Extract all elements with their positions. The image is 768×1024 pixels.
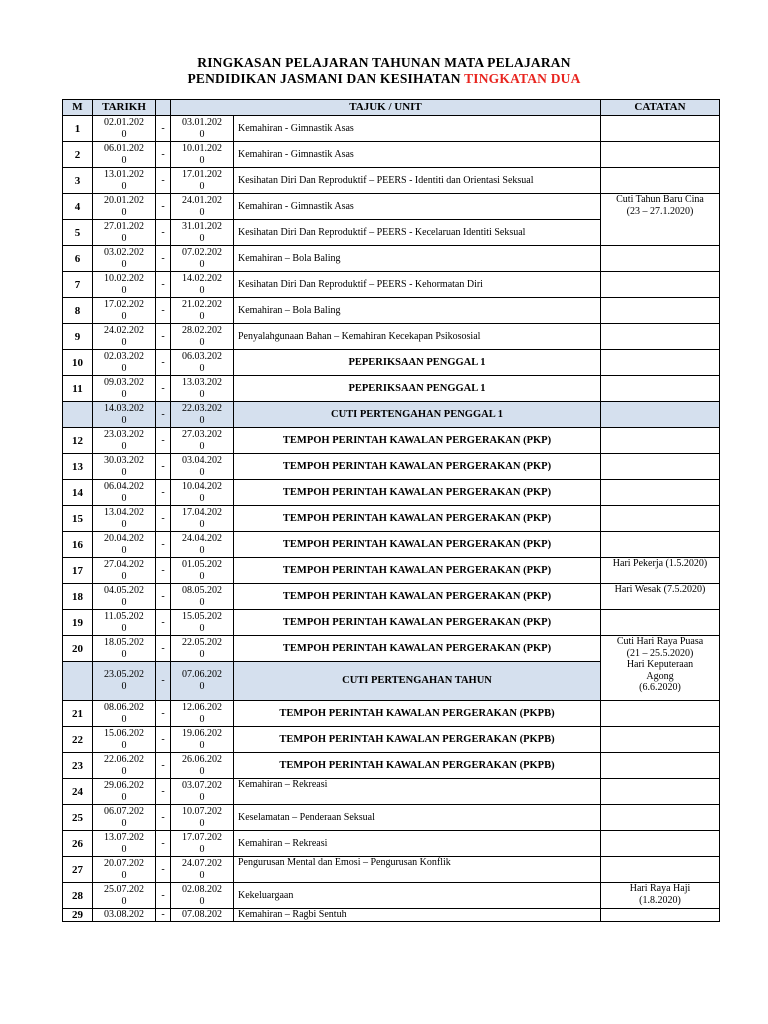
start-date: 06.07.202 0 (93, 805, 156, 831)
header-notes: CATATAN (601, 100, 720, 116)
title-subject: PENDIDIKAN JASMANI DAN KESIHATAN (187, 71, 465, 86)
table-row (63, 532, 720, 558)
topic-unit: Kemahiran - Gimnastik Asas (234, 142, 601, 168)
notes-cell (601, 402, 720, 428)
start-date: 20.07.202 0 (93, 857, 156, 883)
date-separator: - (156, 402, 171, 428)
week-number: 16 (63, 532, 93, 558)
table-row (63, 636, 720, 662)
start-date: 23.05.202 0 (93, 662, 156, 701)
date-separator: - (156, 376, 171, 402)
table-row (63, 116, 720, 142)
date-separator: - (156, 558, 171, 584)
start-date: 22.06.202 0 (93, 753, 156, 779)
week-number: 26 (63, 831, 93, 857)
notes-cell (601, 272, 720, 298)
week-number: 13 (63, 454, 93, 480)
end-date: 03.04.202 0 (171, 454, 234, 480)
date-separator: - (156, 194, 171, 220)
notes-cell (601, 324, 720, 350)
table-row (63, 727, 720, 753)
date-separator: - (156, 662, 171, 701)
notes-cell (601, 779, 720, 805)
end-date: 10.01.202 0 (171, 142, 234, 168)
topic-unit: TEMPOH PERINTAH KAWALAN PERGERAKAN (PKPB) (234, 753, 601, 779)
table-row (63, 558, 720, 584)
date-separator: - (156, 701, 171, 727)
week-number: 8 (63, 298, 93, 324)
date-separator: - (156, 116, 171, 142)
week-number: 28 (63, 883, 93, 909)
topic-unit: TEMPOH PERINTAH KAWALAN PERGERAKAN (PKPB) (234, 727, 601, 753)
date-separator: - (156, 506, 171, 532)
date-separator: - (156, 909, 171, 922)
start-date: 02.03.202 0 (93, 350, 156, 376)
table-body (63, 116, 720, 922)
start-date: 06.01.202 0 (93, 142, 156, 168)
notes-cell: Cuti Hari Raya Puasa (21 – 25.5.2020) Hari Keputeraan Agong (6.6.2020) (601, 636, 720, 701)
date-separator: - (156, 805, 171, 831)
notes-cell: Hari Wesak (7.5.2020) (601, 584, 720, 610)
topic-unit: TEMPOH PERINTAH KAWALAN PERGERAKAN (PKP) (234, 428, 601, 454)
table-row (63, 246, 720, 272)
notes-cell: Cuti Tahun Baru Cina (23 – 27.1.2020) (601, 194, 720, 246)
table-row (63, 402, 720, 428)
end-date: 17.01.202 0 (171, 168, 234, 194)
week-number: 17 (63, 558, 93, 584)
date-separator: - (156, 428, 171, 454)
end-date: 03.01.202 0 (171, 116, 234, 142)
start-date: 03.02.202 0 (93, 246, 156, 272)
notes-cell: Hari Pekerja (1.5.2020) (601, 558, 720, 584)
end-date: 01.05.202 0 (171, 558, 234, 584)
topic-unit: TEMPOH PERINTAH KAWALAN PERGERAKAN (PKP) (234, 558, 601, 584)
week-number: 10 (63, 350, 93, 376)
table-row (63, 909, 720, 922)
start-date: 30.03.202 0 (93, 454, 156, 480)
week-number (63, 402, 93, 428)
end-date: 31.01.202 0 (171, 220, 234, 246)
notes-cell (601, 428, 720, 454)
end-date: 03.07.202 0 (171, 779, 234, 805)
topic-unit: TEMPOH PERINTAH KAWALAN PERGERAKAN (PKP) (234, 506, 601, 532)
topic-unit: TEMPOH PERINTAH KAWALAN PERGERAKAN (PKP) (234, 584, 601, 610)
notes-cell (601, 753, 720, 779)
table-row (63, 883, 720, 909)
notes-cell (601, 805, 720, 831)
notes-cell (601, 376, 720, 402)
table-row (63, 454, 720, 480)
date-separator: - (156, 298, 171, 324)
week-number: 14 (63, 480, 93, 506)
date-separator: - (156, 168, 171, 194)
topic-unit: CUTI PERTENGAHAN TAHUN (234, 662, 601, 701)
start-date: 24.02.202 0 (93, 324, 156, 350)
start-date: 06.04.202 0 (93, 480, 156, 506)
table-row (63, 428, 720, 454)
table-row (63, 168, 720, 194)
topic-unit: CUTI PERTENGAHAN PENGGAL 1 (234, 402, 601, 428)
yearly-plan-table (62, 99, 720, 922)
table-row (63, 194, 720, 220)
topic-unit: TEMPOH PERINTAH KAWALAN PERGERAKAN (PKP) (234, 532, 601, 558)
date-separator: - (156, 324, 171, 350)
table-header-row (63, 100, 720, 116)
header-week: M (63, 100, 93, 116)
date-separator: - (156, 831, 171, 857)
table-row (63, 610, 720, 636)
notes-cell (601, 532, 720, 558)
week-number: 27 (63, 857, 93, 883)
table-row (63, 701, 720, 727)
date-separator: - (156, 779, 171, 805)
start-date: 23.03.202 0 (93, 428, 156, 454)
start-date: 13.07.202 0 (93, 831, 156, 857)
header-blank (156, 100, 171, 116)
end-date: 14.02.202 0 (171, 272, 234, 298)
week-number: 20 (63, 636, 93, 662)
start-date: 20.01.202 0 (93, 194, 156, 220)
notes-cell (601, 454, 720, 480)
week-number: 21 (63, 701, 93, 727)
end-date: 24.04.202 0 (171, 532, 234, 558)
table-row (63, 805, 720, 831)
notes-cell (601, 116, 720, 142)
date-separator: - (156, 636, 171, 662)
end-date: 26.06.202 0 (171, 753, 234, 779)
start-date: 25.07.202 0 (93, 883, 156, 909)
notes-cell (601, 857, 720, 883)
week-number: 29 (63, 909, 93, 922)
end-date: 22.05.202 0 (171, 636, 234, 662)
week-number: 6 (63, 246, 93, 272)
end-date: 15.05.202 0 (171, 610, 234, 636)
start-date: 14.03.202 0 (93, 402, 156, 428)
topic-unit: TEMPOH PERINTAH KAWALAN PERGERAKAN (PKP) (234, 454, 601, 480)
table-row (63, 831, 720, 857)
start-date: 13.01.202 0 (93, 168, 156, 194)
topic-unit: Kemahiran – Rekreasi (234, 779, 601, 805)
start-date: 18.05.202 0 (93, 636, 156, 662)
table-row (63, 376, 720, 402)
start-date: 15.06.202 0 (93, 727, 156, 753)
date-separator: - (156, 610, 171, 636)
end-date: 28.02.202 0 (171, 324, 234, 350)
document-title-line2 (0, 71, 768, 87)
topic-unit: Kekeluargaan (234, 883, 601, 909)
topic-unit: Keselamatan – Penderaan Seksual (234, 805, 601, 831)
header-date: TARIKH (93, 100, 156, 116)
week-number: 4 (63, 194, 93, 220)
date-separator: - (156, 220, 171, 246)
notes-cell: Hari Raya Haji (1.8.2020) (601, 883, 720, 909)
start-date: 27.04.202 0 (93, 558, 156, 584)
notes-cell (601, 350, 720, 376)
week-number: 1 (63, 116, 93, 142)
end-date: 07.06.202 0 (171, 662, 234, 701)
start-date: 13.04.202 0 (93, 506, 156, 532)
topic-unit: TEMPOH PERINTAH KAWALAN PERGERAKAN (PKP) (234, 480, 601, 506)
date-separator: - (156, 883, 171, 909)
date-separator: - (156, 246, 171, 272)
table-row (63, 298, 720, 324)
topic-unit: Kemahiran – Bola Baling (234, 298, 601, 324)
notes-cell (601, 168, 720, 194)
notes-cell (601, 909, 720, 922)
table-row (63, 142, 720, 168)
start-date: 11.05.202 0 (93, 610, 156, 636)
date-separator: - (156, 727, 171, 753)
week-number: 9 (63, 324, 93, 350)
topic-unit: PEPERIKSAAN PENGGAL 1 (234, 350, 601, 376)
date-separator: - (156, 480, 171, 506)
table-row (63, 272, 720, 298)
start-date: 29.06.202 0 (93, 779, 156, 805)
notes-cell (601, 701, 720, 727)
start-date: 08.06.202 0 (93, 701, 156, 727)
week-number: 11 (63, 376, 93, 402)
date-separator: - (156, 454, 171, 480)
week-number: 25 (63, 805, 93, 831)
week-number: 22 (63, 727, 93, 753)
start-date: 10.02.202 0 (93, 272, 156, 298)
end-date: 13.03.202 0 (171, 376, 234, 402)
topic-unit: Pengurusan Mental dan Emosi – Pengurusan Konflik (234, 857, 601, 883)
notes-cell (601, 246, 720, 272)
topic-unit: PEPERIKSAAN PENGGAL 1 (234, 376, 601, 402)
notes-cell (601, 480, 720, 506)
topic-unit: Kemahiran – Ragbi Sentuh (234, 909, 601, 922)
week-number (63, 662, 93, 701)
end-date: 27.03.202 0 (171, 428, 234, 454)
topic-unit: Kemahiran – Bola Baling (234, 246, 601, 272)
notes-cell (601, 142, 720, 168)
start-date: 27.01.202 0 (93, 220, 156, 246)
week-number: 2 (63, 142, 93, 168)
header-topic: TAJUK / UNIT (171, 100, 601, 116)
start-date: 04.05.202 0 (93, 584, 156, 610)
table-row (63, 753, 720, 779)
topic-unit: TEMPOH PERINTAH KAWALAN PERGERAKAN (PKPB) (234, 701, 601, 727)
end-date: 19.06.202 0 (171, 727, 234, 753)
topic-unit: TEMPOH PERINTAH KAWALAN PERGERAKAN (PKP) (234, 636, 601, 662)
end-date: 08.05.202 0 (171, 584, 234, 610)
week-number: 5 (63, 220, 93, 246)
topic-unit: TEMPOH PERINTAH KAWALAN PERGERAKAN (PKP) (234, 610, 601, 636)
date-separator: - (156, 584, 171, 610)
topic-unit: Penyalahgunaan Bahan – Kemahiran Kecekapan Psikososial (234, 324, 601, 350)
date-separator: - (156, 350, 171, 376)
end-date: 24.07.202 0 (171, 857, 234, 883)
start-date: 17.02.202 0 (93, 298, 156, 324)
table-row (63, 480, 720, 506)
notes-cell (601, 298, 720, 324)
date-separator: - (156, 532, 171, 558)
document-title-line1: RINGKASAN PELAJARAN TAHUNAN MATA PELAJARAN (197, 55, 571, 70)
table-row (63, 324, 720, 350)
end-date: 10.04.202 0 (171, 480, 234, 506)
week-number: 3 (63, 168, 93, 194)
start-date: 09.03.202 0 (93, 376, 156, 402)
end-date: 12.06.202 0 (171, 701, 234, 727)
end-date: 17.07.202 0 (171, 831, 234, 857)
start-date: 02.01.202 0 (93, 116, 156, 142)
topic-unit: Kesihatan Diri Dan Reproduktif – PEERS - Kehormatan Diri (234, 272, 601, 298)
end-date: 21.02.202 0 (171, 298, 234, 324)
end-date: 22.03.202 0 (171, 402, 234, 428)
date-separator: - (156, 272, 171, 298)
end-date: 02.08.202 0 (171, 883, 234, 909)
date-separator: - (156, 753, 171, 779)
week-number: 23 (63, 753, 93, 779)
end-date: 24.01.202 0 (171, 194, 234, 220)
topic-unit: Kemahiran - Gimnastik Asas (234, 116, 601, 142)
end-date: 07.02.202 0 (171, 246, 234, 272)
week-number: 15 (63, 506, 93, 532)
week-number: 7 (63, 272, 93, 298)
date-separator: - (156, 857, 171, 883)
end-date: 17.04.202 0 (171, 506, 234, 532)
topic-unit: Kemahiran - Gimnastik Asas (234, 194, 601, 220)
title-form-level: TINGKATAN DUA (464, 71, 581, 86)
table-row (63, 350, 720, 376)
date-separator: - (156, 142, 171, 168)
end-date: 06.03.202 0 (171, 350, 234, 376)
table-row (63, 584, 720, 610)
end-date: 10.07.202 0 (171, 805, 234, 831)
week-number: 19 (63, 610, 93, 636)
topic-unit: Kesihatan Diri Dan Reproduktif – PEERS - Kecelaruan Identiti Seksual (234, 220, 601, 246)
start-date: 20.04.202 0 (93, 532, 156, 558)
notes-cell (601, 506, 720, 532)
table-row (63, 857, 720, 883)
notes-cell (601, 727, 720, 753)
topic-unit: Kesihatan Diri Dan Reproduktif – PEERS - Identiti dan Orientasi Seksual (234, 168, 601, 194)
end-date: 07.08.202 (171, 909, 234, 922)
week-number: 12 (63, 428, 93, 454)
week-number: 18 (63, 584, 93, 610)
table-row (63, 506, 720, 532)
week-number: 24 (63, 779, 93, 805)
notes-cell (601, 831, 720, 857)
topic-unit: Kemahiran – Rekreasi (234, 831, 601, 857)
table-row (63, 779, 720, 805)
start-date: 03.08.202 (93, 909, 156, 922)
notes-cell (601, 610, 720, 636)
